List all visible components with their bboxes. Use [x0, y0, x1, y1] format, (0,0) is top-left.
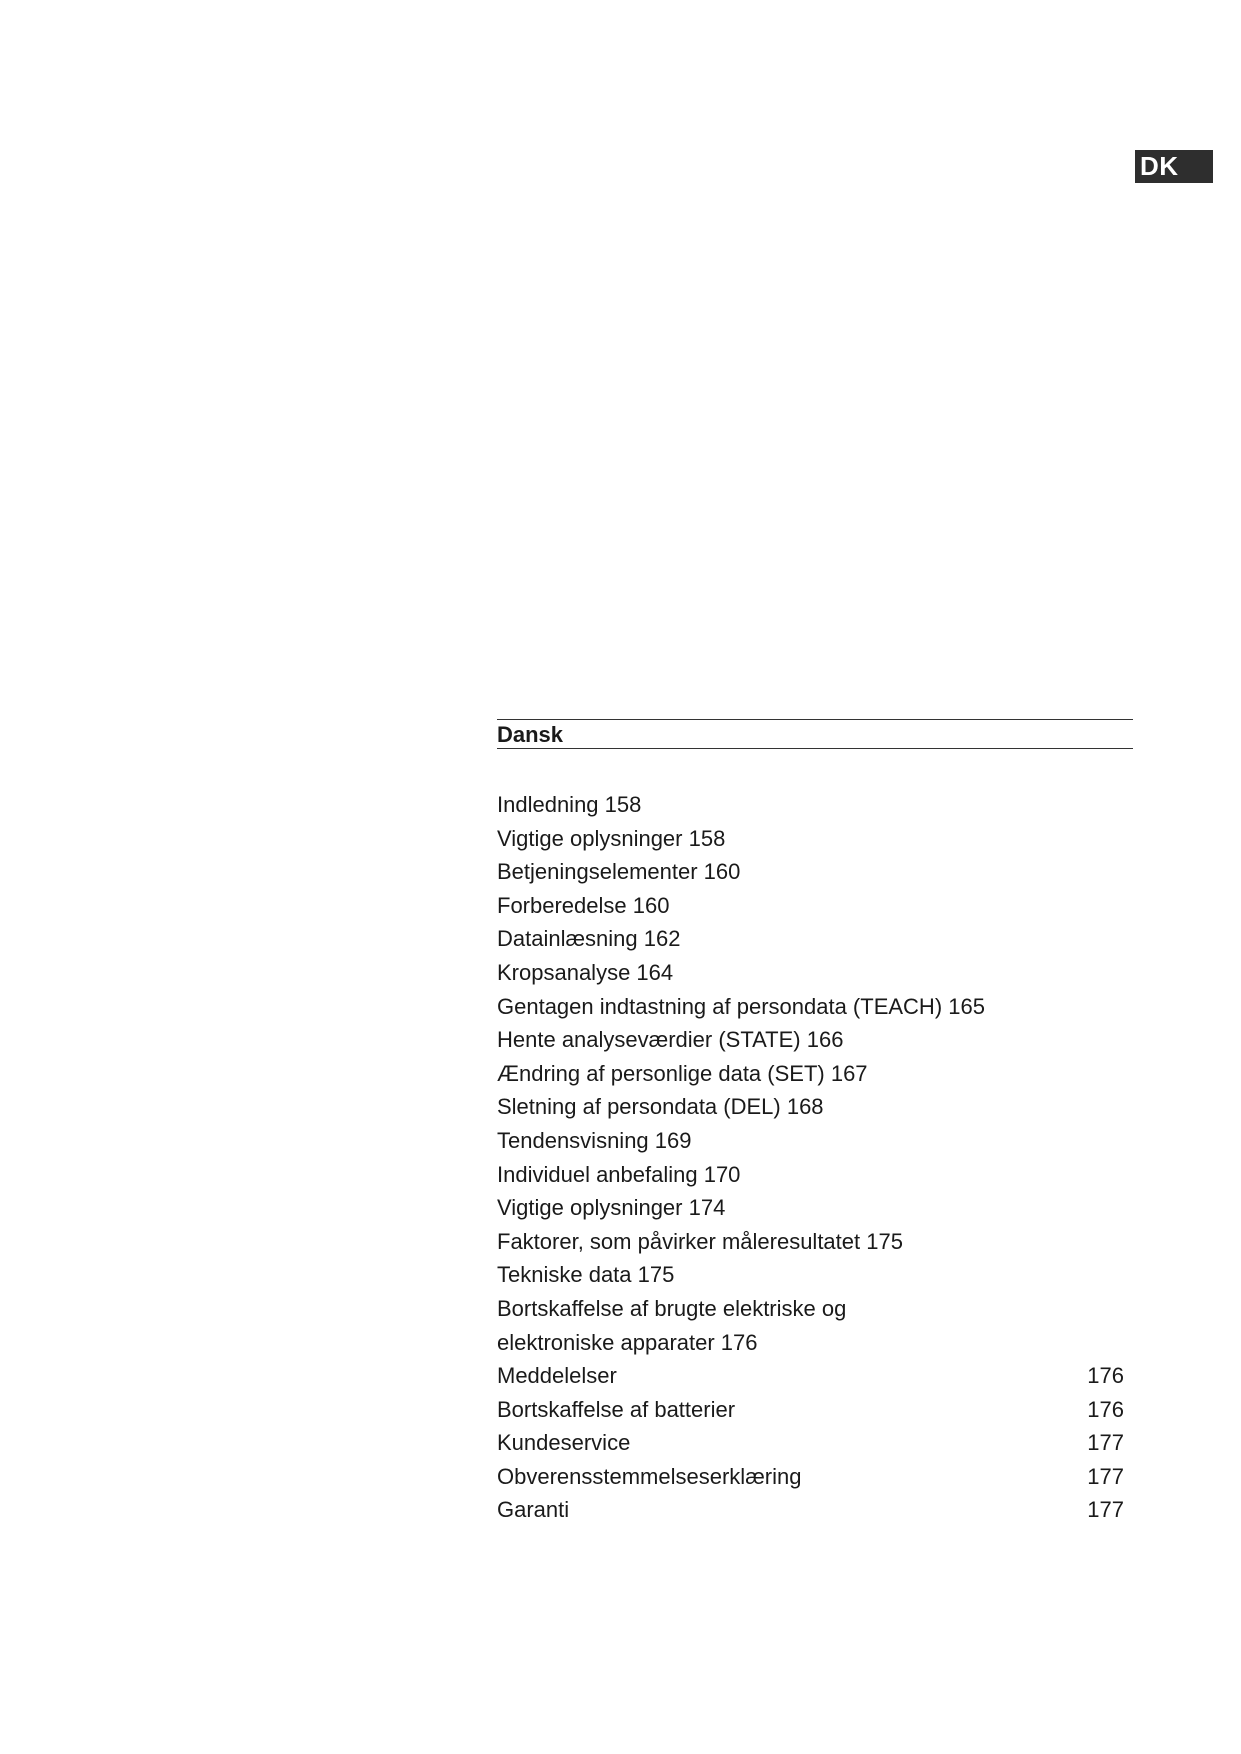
toc-entry — [497, 1393, 1124, 1427]
toc-entry-label: Obverensstemmelseserklæring — [497, 1463, 802, 1489]
toc-entry — [497, 788, 1124, 822]
toc-entry — [497, 1158, 1124, 1192]
toc-entry-label: Forberedelse 160 — [497, 892, 670, 918]
toc-entry — [497, 1057, 1124, 1091]
toc-entry — [497, 1292, 1124, 1326]
toc-entry-page: 176 — [1087, 1363, 1124, 1389]
toc-entry-page: 176 — [1087, 1396, 1124, 1422]
toc-entry-label: Tekniske data 175 — [497, 1262, 675, 1288]
toc-entry-label: Kundeservice — [497, 1430, 631, 1456]
toc-entry — [497, 822, 1124, 856]
toc-entry — [497, 889, 1124, 923]
toc-entry — [497, 1191, 1124, 1225]
toc-entry-label: Gentagen indtastning af persondata (TEACH) 165 — [497, 993, 985, 1019]
toc-entry-page: 177 — [1087, 1430, 1124, 1456]
toc-entry-label: Tendensvisning 169 — [497, 1127, 692, 1153]
toc-entry — [497, 1460, 1124, 1494]
toc-entry — [497, 1225, 1124, 1259]
toc-entry-label: Bortskaffelse af batterier — [497, 1396, 736, 1422]
toc-list — [497, 788, 1124, 1527]
toc-entry-label: Kropsanalyse 164 — [497, 959, 674, 985]
toc-entry-label: Faktorer, som påvirker måleresultatet 175 — [497, 1228, 903, 1254]
toc-entry — [497, 990, 1124, 1024]
toc-entry-page: 177 — [1087, 1463, 1124, 1489]
toc-entry — [497, 956, 1124, 990]
toc-entry-label: Ændring af personlige data (SET) 167 — [497, 1060, 868, 1086]
language-tab: DK — [1135, 150, 1213, 183]
toc-entry-label: Individuel anbefaling 170 — [497, 1161, 741, 1187]
toc-entry-label: elektroniske apparater 176 — [497, 1329, 758, 1355]
toc-header — [497, 719, 1133, 749]
toc-entry-label: Datainlæsning 162 — [497, 926, 681, 952]
toc-entry-label: Betjeningselementer 160 — [497, 859, 741, 885]
toc-entry-label: Bortskaffelse af brugte elektriske og — [497, 1295, 847, 1321]
toc-entry — [497, 1023, 1124, 1057]
toc-entry — [497, 855, 1124, 889]
toc-entry-label: Indledning 158 — [497, 792, 642, 817]
toc-entry-label: Vigtige oplysninger 174 — [497, 1195, 726, 1221]
toc-entry — [497, 1258, 1124, 1292]
toc-entry — [497, 1124, 1124, 1158]
toc-entry — [497, 922, 1124, 956]
toc-entry — [497, 1493, 1124, 1527]
toc-entry-label: Vigtige oplysninger 158 — [497, 825, 726, 851]
toc-entry-label: Garanti — [497, 1497, 570, 1523]
toc-entry — [497, 1326, 1124, 1360]
toc-title: Dansk — [497, 722, 564, 747]
toc-entry — [497, 1359, 1124, 1393]
toc-entry-page: 177 — [1087, 1497, 1124, 1523]
toc-entry — [497, 1426, 1124, 1460]
toc-entry — [497, 1090, 1124, 1124]
toc-entry-label: Hente analyseværdier (STATE) 166 — [497, 1027, 844, 1053]
toc-entry-label: Sletning af persondata (DEL) 168 — [497, 1094, 824, 1120]
toc-entry-label: Meddelelser — [497, 1363, 617, 1389]
table-of-contents — [497, 719, 1133, 1523]
